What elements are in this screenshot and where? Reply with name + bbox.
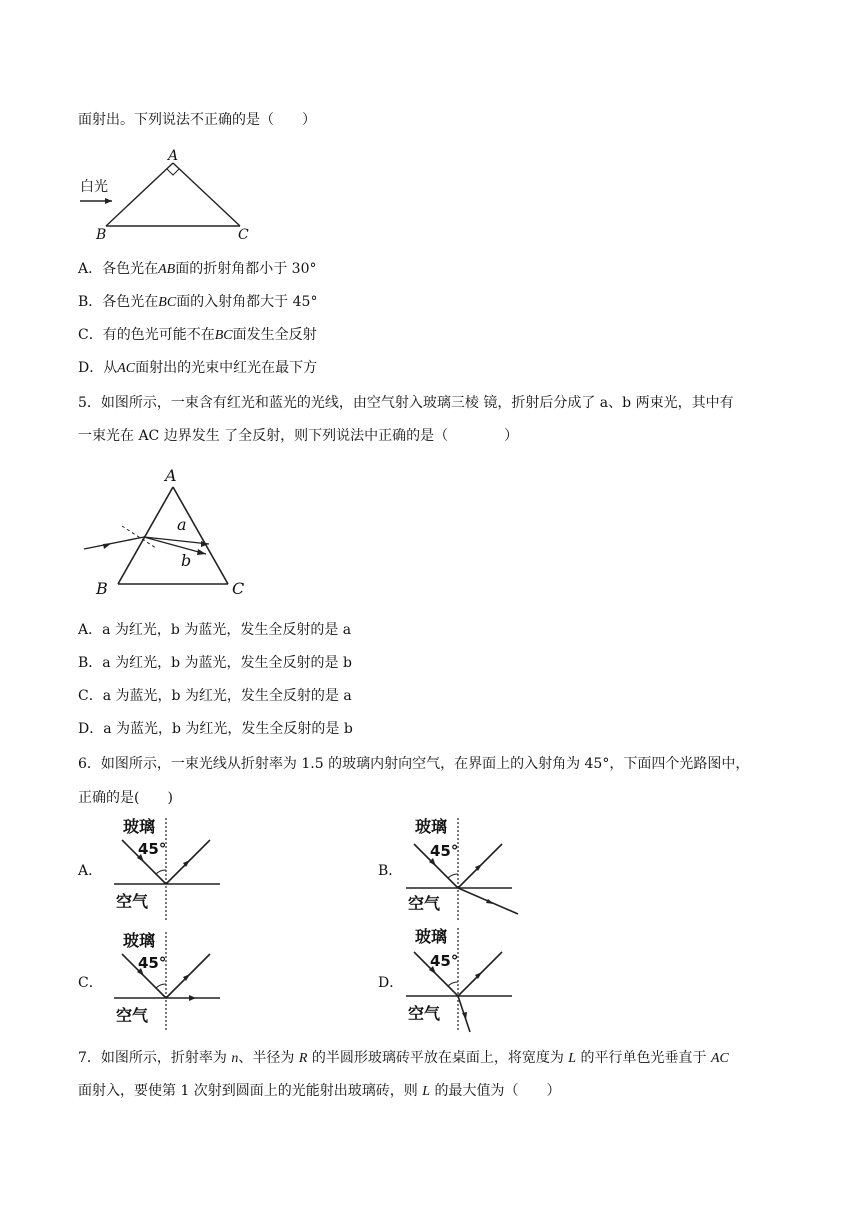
q5-vertex-c: C xyxy=(232,579,245,598)
q6-diagram-c: 玻璃 45° 空气 xyxy=(112,930,232,1034)
q5-option-d: D．a 为蓝光，b 为红光，发生全反射的是 b xyxy=(78,721,353,737)
q5-vertex-b: B xyxy=(96,579,108,598)
q5-vertex-a: A xyxy=(165,466,177,485)
q5-stem-line2: 一束光在 AC 边界发生 了全反射，则下列说法中正确的是（ ） xyxy=(78,428,519,444)
q6-letter-c: C． xyxy=(78,975,103,991)
q6-letter-a: A． xyxy=(78,863,103,879)
q4-option-b: B．各色光在BC面的入射角都大于 45° xyxy=(78,294,318,310)
q6-letter-d: D． xyxy=(378,975,404,991)
vertex-a-label: A xyxy=(168,148,179,164)
q7-stem-line2: 面射入，要使第 1 次射到圆面上的光能射出玻璃砖，则 L 的最大值为（ ） xyxy=(78,1083,561,1099)
q6-stem-line1: 6．如图所示，一束光线从折射率为 1.5 的玻璃内射向空气，在界面上的入射角为 45°，下面四个光路图中， xyxy=(78,756,750,772)
q5-option-a: A．a 为红光，b 为蓝光，发生全反射的是 a xyxy=(78,622,352,638)
vertex-b-label: B xyxy=(96,227,107,243)
q6-diagram-b: 玻璃 45° 空气 xyxy=(404,816,524,926)
q6-stem-line2: 正确的是( ) xyxy=(78,790,173,806)
q5-ray-a-label: a xyxy=(177,515,187,534)
q7-stem-line1: 7．如图所示，折射率为 n、半径为 R 的半圆形玻璃砖平放在桌面上，将宽度为 L 的平行单色光垂直于 AC xyxy=(78,1050,729,1066)
vertex-c-label: C xyxy=(238,227,249,243)
q6-diagram-a: 玻璃 45° 空气 xyxy=(112,816,232,926)
q5-stem-line1: 5．如图所示，一束含有红光和蓝光的光线，由空气射入玻璃三棱 镜，折射后分成了 a、b 两束光，其中有 xyxy=(78,395,734,411)
q4-option-a: A．各色光在AB面的折射角都小于 30° xyxy=(78,261,317,277)
q4-stem-tail: 面射出。下列说法不正确的是（ ） xyxy=(78,112,316,128)
q5-option-c: C．a 为蓝光，b 为红光，发生全反射的是 a xyxy=(78,688,352,704)
q5-option-b: B．a 为红光，b 为蓝光，发生全反射的是 b xyxy=(78,655,352,671)
q4-option-c: C．有的色光可能不在BC面发生全反射 xyxy=(78,327,317,343)
q6-diagram-d: 玻璃 45° 空气 xyxy=(404,926,524,1034)
q6-letter-b: B． xyxy=(378,863,403,879)
white-light-label: 白光 xyxy=(80,179,108,195)
q5-ray-b-label: b xyxy=(181,551,192,570)
q4-option-d: D．从AC面射出的光束中红光在最下方 xyxy=(78,360,318,376)
